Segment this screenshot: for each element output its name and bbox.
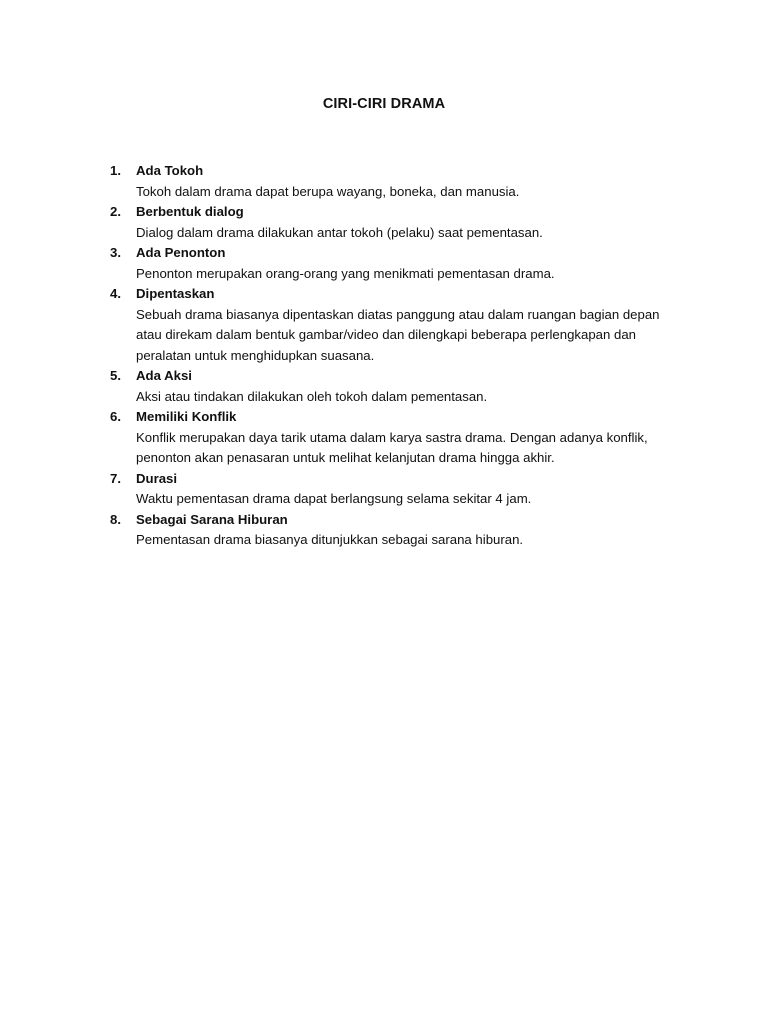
- item-description-line: Konflik merupakan daya tarik utama dalam karya sastra drama. Dengan adanya konflik,: [136, 429, 648, 445]
- item-description-line: Pementasan drama biasanya ditunjukkan sebagai sarana hiburan.: [136, 532, 524, 547]
- item-number: 5.: [110, 368, 121, 383]
- item-number: 2.: [110, 204, 121, 219]
- list-item: [110, 243, 710, 284]
- item-description-line: penonton akan penasaran untuk melihat kelanjutan drama hingga akhir.: [136, 450, 555, 465]
- list-item: [110, 202, 710, 243]
- item-heading: Ada Tokoh: [136, 163, 204, 178]
- item-description-line: peralatan untuk menghidupkan suasana.: [136, 347, 375, 363]
- item-description-line: Dialog dalam drama dilakukan antar tokoh (pelaku) saat pementasan.: [136, 224, 543, 240]
- item-description-line: Aksi atau tindakan dilakukan oleh tokoh dalam pementasan.: [136, 388, 488, 404]
- item-description-line: Sebuah drama biasanya dipentaskan diatas panggung atau dalam ruangan bagian depan: [136, 306, 660, 322]
- item-description-line: atau direkam dalam bentuk gambar/video dan dilengkapi beberapa perlengkapan dan: [136, 327, 637, 342]
- list-item: [110, 284, 710, 366]
- item-heading: Dipentaskan: [136, 286, 215, 301]
- item-description-line: Penonton merupakan orang-orang yang menikmati pementasan drama.: [136, 265, 555, 281]
- list-item: [110, 366, 710, 407]
- list-item: [110, 469, 710, 510]
- item-description-line: Tokoh dalam drama dapat berupa wayang, boneka, dan manusia.: [136, 183, 520, 199]
- item-heading: Sebagai Sarana Hiburan: [136, 511, 288, 527]
- list-item: [110, 510, 710, 551]
- item-heading: Ada Penonton: [136, 245, 226, 260]
- item-number: 3.: [110, 245, 121, 260]
- item-number: 4.: [110, 286, 121, 301]
- page-title: CIRI-CIRI DRAMA: [322, 96, 446, 112]
- item-number: 7.: [110, 470, 121, 486]
- item-description-line: Waktu pementasan drama dapat berlangsung selama sekitar 4 jam.: [136, 491, 532, 506]
- list-item: [110, 407, 710, 469]
- list-item: [110, 161, 710, 202]
- item-heading: Berbentuk dialog: [136, 204, 244, 219]
- characteristics-list: [110, 161, 710, 551]
- item-number: 8.: [110, 511, 121, 527]
- item-heading: Durasi: [136, 470, 178, 486]
- item-heading: Memiliki Konflik: [136, 409, 237, 424]
- item-heading: Ada Aksi: [136, 368, 192, 383]
- item-number: 1.: [110, 163, 121, 178]
- item-number: 6.: [110, 409, 121, 424]
